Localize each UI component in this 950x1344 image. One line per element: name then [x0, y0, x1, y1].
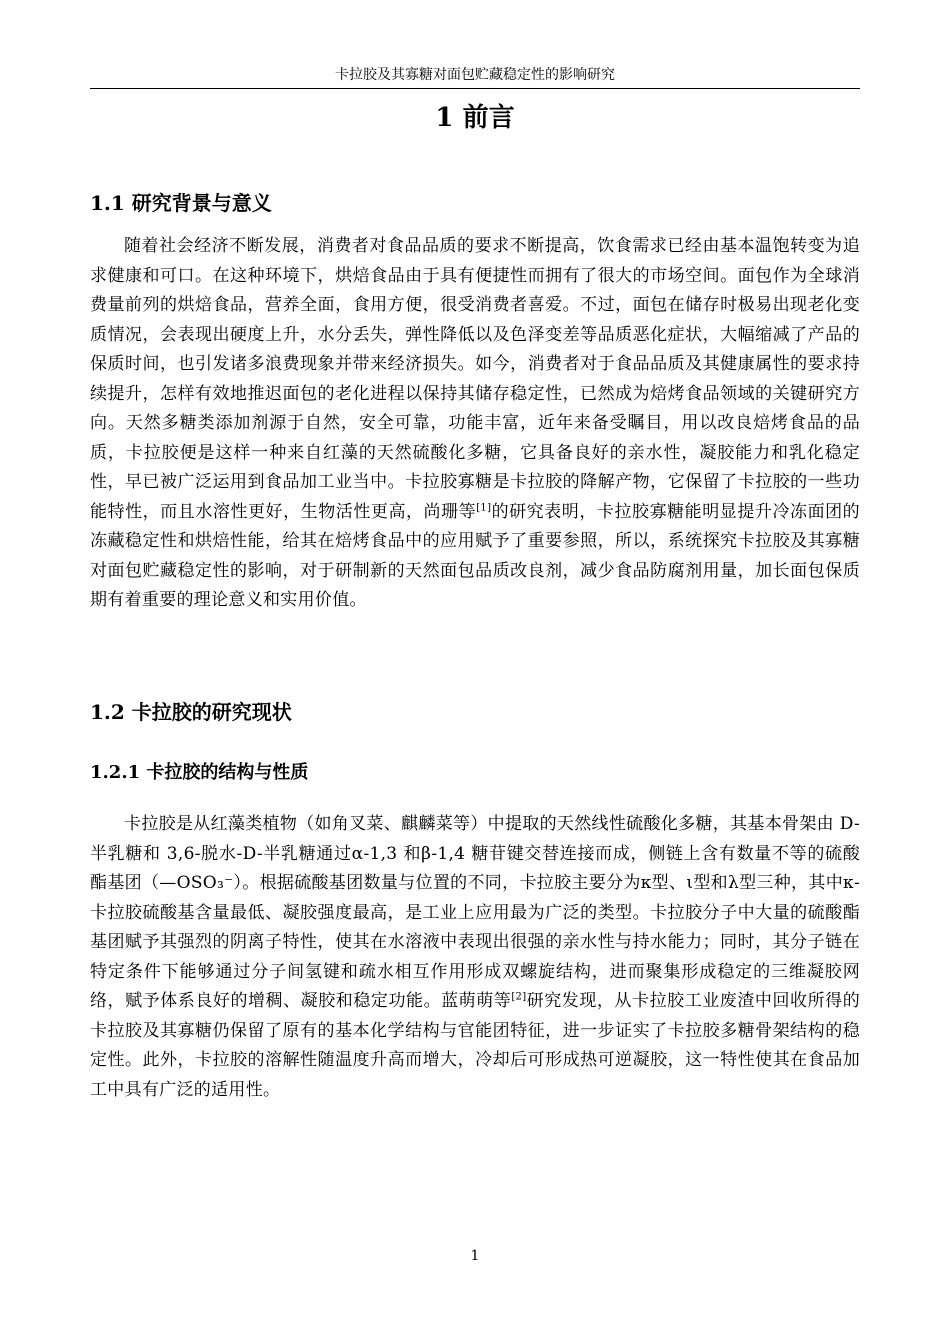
citation-ref[interactable]: [1] — [476, 501, 492, 513]
subsection-title-1-2-1: 1.2.1 卡拉胶的结构与性质 — [90, 762, 309, 783]
paragraph-carrageenan-structure — [90, 810, 860, 1105]
paragraph-text: 的研究表明，卡拉胶寡糖能明显提升冷冻面团的冻藏稳定性和烘焙性能，给其在焙烤食品中的应用赋予了重要参照，所以，系统探究卡拉胶及其寡糖对面包贮藏稳定性的影响，对于研制新的天然面包品质改良剂，减少食品防腐剂用量，加长面包保质期有着重要的理论意义和实用价值。 — [90, 501, 860, 610]
paragraph-text: 卡拉胶是从红藻类植物（如角叉菜、麒麟菜等）中提取的天然线性硫酸化多糖，其基本骨架由 D-半乳糖和 3,6-脱水-D-半乳糖通过α-1,3 和β-1,4 糖苷键交替连接而成，侧链上含有数量不等的硫酸酯基团（—OSO₃⁻）。根据硫酸基团数量与位置的不同，卡拉胶主要分为κ型、ι型和λ型三种，其中κ-卡拉胶硫酸基含量最低、凝胶强度最高，是工业上应用最为广泛的类型。卡拉胶分子中大量的硫酸酯基团赋予其强烈的阴离子特性，使其在水溶液中表现出很强的亲水性与持水能力；同时，其分子链在特定条件下能够通过分子间氢键和疏水相互作用形成双螺旋结构，进而聚集形成稳定的三维凝胶网络，赋予体系良好的增稠、凝胶和稳定功能。蓝萌萌等 — [90, 814, 860, 1011]
section-title-1-1: 1.1 研究背景与意义 — [90, 191, 272, 215]
paragraph-research-background — [90, 232, 860, 616]
chapter-title: 1 前言 — [435, 103, 515, 133]
section-title-1-2: 1.2 卡拉胶的研究现状 — [90, 700, 292, 724]
page-number: 1 — [470, 1248, 480, 1264]
running-header: 卡拉胶及其寡糖对面包贮藏稳定性的影响研究 — [90, 64, 860, 89]
paragraph-text: 随着社会经济不断发展，消费者对食品品质的要求不断提高，饮食需求已经由基本温饱转变为追求健康和可口。在这种环境下，烘焙食品由于具有便捷性而拥有了很大的市场空间。面包作为全球消费量前列的烘焙食品，营养全面，食用方便，很受消费者喜爱。不过，面包在储存时极易出现老化变质情况，会表现出硬度上升，水分丢失，弹性降低以及色泽变差等品质恶化症状，大幅缩减了产品的保质时间，也引发诸多浪费现象并带来经济损失。如今，消费者对于食品品质及其健康属性的要求持续提升，怎样有效地推迟面包的老化进程以保持其储存稳定性，已然成为焙烤食品领域的关键研究方向。天然多糖类添加剂源于自然，安全可靠，功能丰富，近年来备受瞩目，用以改良焙烤食品的品质，卡拉胶便是这样一种来自红藻的天然硫酸化多糖，它具备良好的亲水性，凝胶能力和乳化稳定性，早已被广泛运用到食品加工业当中。卡拉胶寡糖是卡拉胶的降解产物，它保留了卡拉胶的一些功能特性，而且水溶性更好，生物活性更高，尚珊等 — [90, 236, 860, 522]
paragraph-text: 研究发现，从卡拉胶工业废渣中回收所得的卡拉胶及其寡糖仍保留了原有的基本化学结构与官能团特征，进一步证实了卡拉胶多糖骨架结构的稳定性。此外，卡拉胶的溶解性随温度升高而增大，冷却后可形成热可逆凝胶，这一特性使其在食品加工中具有广泛的适用性。 — [90, 991, 861, 1100]
citation-ref[interactable]: [2] — [511, 991, 527, 1003]
